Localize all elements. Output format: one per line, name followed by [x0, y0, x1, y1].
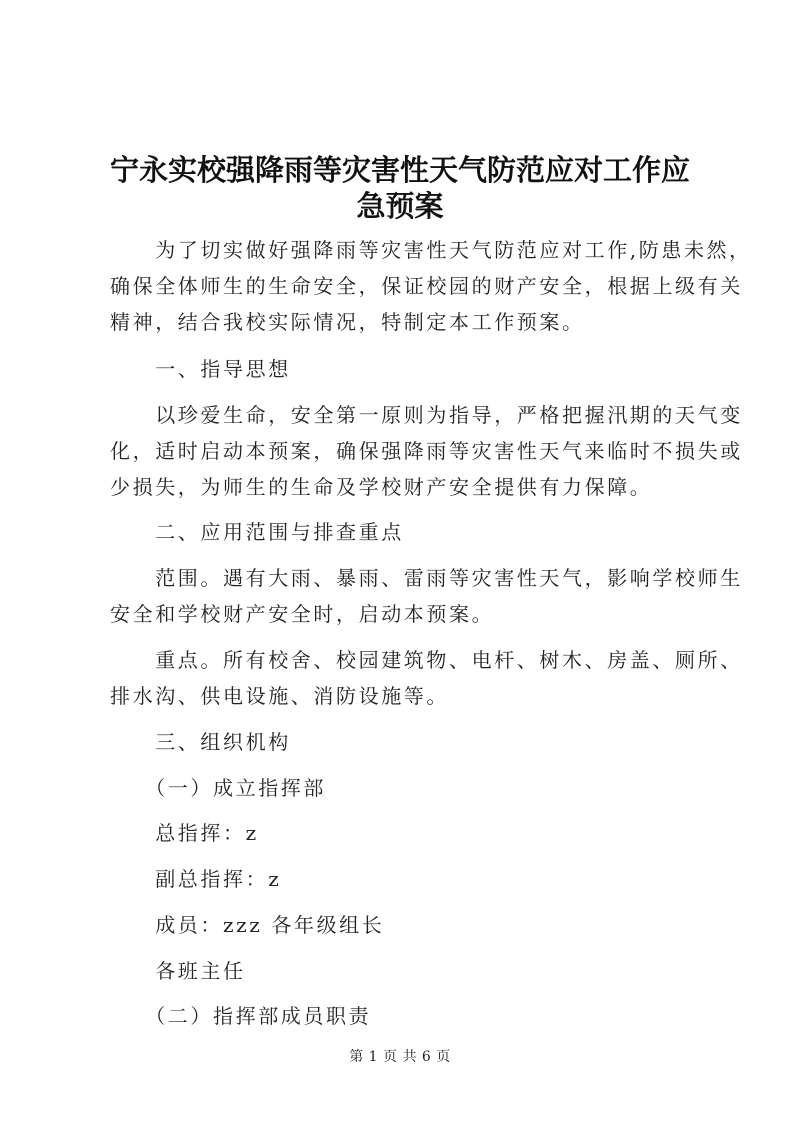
subsection-heading: （二）指挥部成员职责 — [110, 1004, 372, 1028]
paragraph-line: 重点。所有校舍、校园建筑物、电杆、树木、房盖、厕所、 — [110, 648, 743, 672]
paragraph-line: 各班主任 — [110, 959, 246, 983]
paragraph-line: 成员：zzz 各年级组长 — [110, 913, 385, 937]
paragraph-line: 为了切实做好强降雨等灾害性天气防范应对工作,防患未然， — [110, 238, 752, 262]
paragraph-line: 范围。遇有大雨、暴雨、雷雨等灾害性天气，影响学校师生 — [110, 566, 743, 590]
section-heading: 一、指导思想 — [110, 357, 291, 381]
paragraph-line: 确保全体师生的生命安全，保证校园的财产安全，根据上级有关 — [110, 274, 743, 298]
document-title-line-1: 宁永实校强降雨等灾害性天气防范应对工作应 — [109, 153, 690, 187]
paragraph-line: 排水沟、供电设施、消防设施等。 — [110, 684, 449, 708]
document-title-line-2: 急预案 — [356, 189, 444, 223]
section-heading: 二、应用范围与排查重点 — [110, 520, 404, 544]
paragraph-line: 精神，结合我校实际情况，特制定本工作预案。 — [110, 310, 585, 334]
paragraph-line: 少损失，为师生的生命及学校财产安全提供有力保障。 — [110, 475, 653, 499]
page-number-footer: 第 1 页 共 6 页 — [349, 1049, 451, 1065]
paragraph-line: 化，适时启动本预案，确保强降雨等灾害性天气来临时不损失或 — [110, 439, 743, 463]
subsection-heading: （一）成立指挥部 — [110, 776, 326, 800]
paragraph-line: 总指挥：z — [110, 821, 259, 845]
paragraph-line: 副总指挥：z — [110, 867, 282, 891]
section-heading: 三、组织机构 — [110, 730, 291, 754]
paragraph-line: 以珍爱生命，安全第一原则为指导，严格把握汛期的天气变 — [110, 403, 743, 427]
paragraph-line: 安全和学校财产安全时，启动本预案。 — [110, 602, 495, 626]
